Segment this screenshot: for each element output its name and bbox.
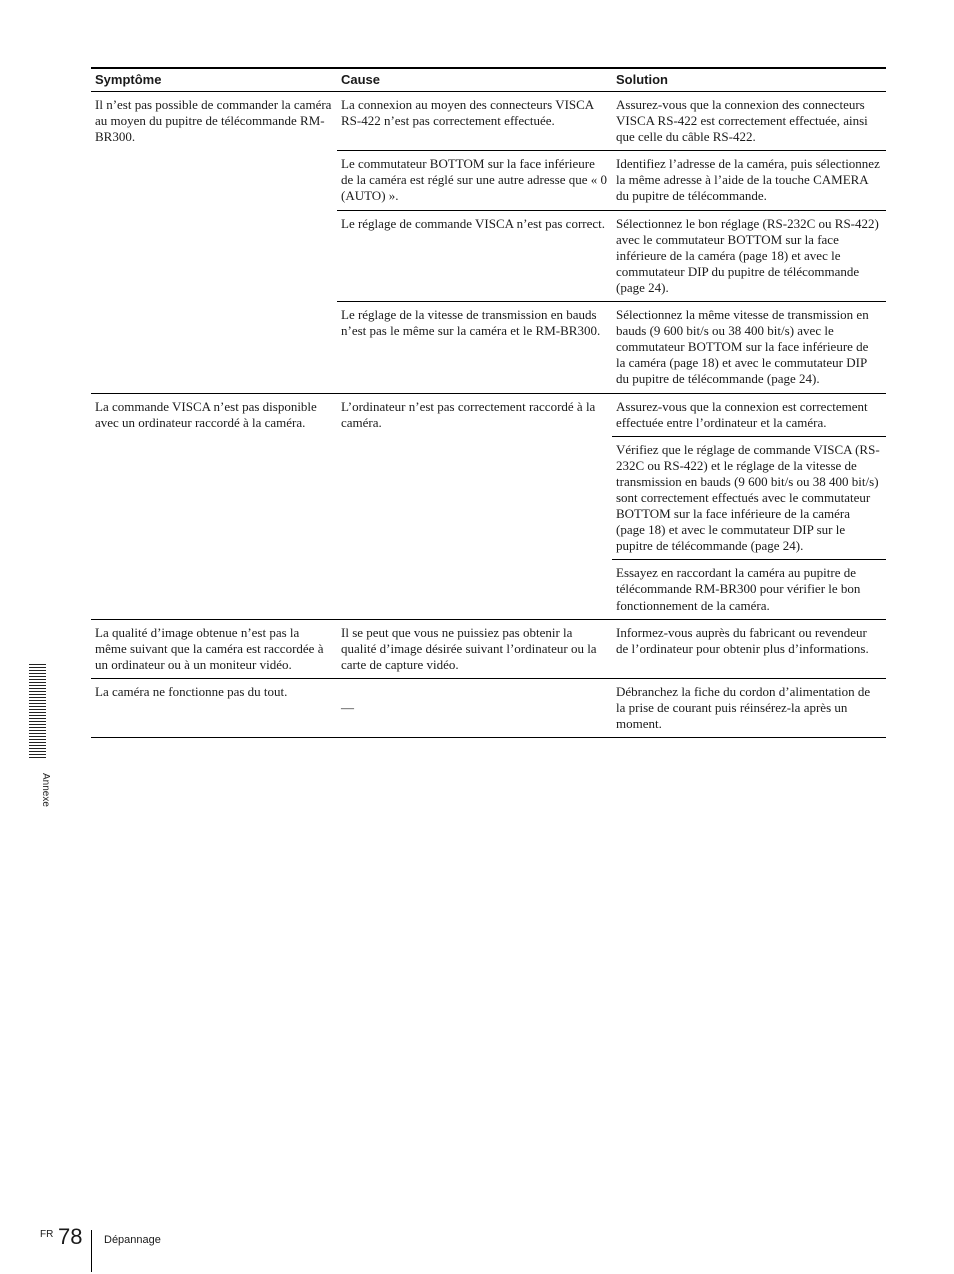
cause-cell: — [337, 678, 612, 737]
cause-cell: La connexion au moyen des connecteurs VISCA RS-422 n’est pas correctement effectuée. [337, 92, 612, 151]
header-symptom: Symptôme [91, 68, 337, 92]
header-cause: Cause [337, 68, 612, 92]
section-tab-marker [29, 664, 46, 760]
symptom-cell: La caméra ne fonctionne pas du tout. [91, 678, 337, 737]
solution-cell: Identifiez l’adresse de la caméra, puis sélectionnez la même adresse à l’aide de la touche CAMERA du pupitre de télécommande. [612, 151, 886, 210]
footer-language-code: FR [40, 1229, 54, 1240]
footer-divider [91, 1230, 92, 1272]
solution-cell: Informez-vous auprès du fabricant ou revendeur de l’ordinateur pour obtenir plus d’informations. [612, 619, 886, 678]
solution-cell: Assurez-vous que la connexion est correctement effectuée entre l’ordinateur et la caméra. [612, 393, 886, 436]
header-solution: Solution [612, 68, 886, 92]
table-row [91, 619, 886, 678]
table-row [91, 92, 886, 151]
solution-cell: Vérifiez que le réglage de commande VISCA (RS-232C ou RS-422) et le réglage de la vitesse de transmission en bauds (9 600 bit/s ou 38 400 bit/s) sont correctement effectués avec le commutateur BOTTOM sur la face inférieure de la caméra (page 18) et avec le commutateur DIP sur le pupitre de télécommande (page 24). [612, 436, 886, 560]
solution-cell: Essayez en raccordant la caméra au pupitre de télécommande RM-BR300 pour vérifier le bon fonctionnement de la caméra. [612, 560, 886, 619]
cause-cell: Le réglage de commande VISCA n’est pas correct. [337, 210, 612, 301]
solution-cell: Sélectionnez la même vitesse de transmission en bauds (9 600 bit/s ou 38 400 bit/s) avec le commutateur BOTTOM sur la face inférieure de la caméra (page 18) et avec le commutateur DIP du pupitre de télécommande (page 24). [612, 302, 886, 393]
solution-cell: Sélectionnez le bon réglage (RS-232C ou RS-422) avec le commutateur BOTTOM sur la face inférieure de la caméra (page 18) et avec le commutateur DIP du pupitre de télécommande (page 24). [612, 210, 886, 301]
table-row [91, 678, 886, 737]
table-header-row [91, 68, 886, 92]
symptom-cell: La qualité d’image obtenue n’est pas la même suivant que la caméra est raccordée à un ordinateur ou à un moniteur vidéo. [91, 619, 337, 678]
footer-section-title: Dépannage [104, 1234, 161, 1246]
symptom-cell: La commande VISCA n’est pas disponible avec un ordinateur raccordé à la caméra. [91, 393, 337, 619]
cause-cell: Il se peut que vous ne puissiez pas obtenir la qualité d’image désirée suivant l’ordinateur ou la carte de capture vidéo. [337, 619, 612, 678]
cause-cell: Le commutateur BOTTOM sur la face inférieure de la caméra est réglé sur une autre adresse que « 0 (AUTO) ». [337, 151, 612, 210]
solution-cell: Débranchez la fiche du cordon d’alimentation de la prise de courant puis réinsérez-la après un moment. [612, 678, 886, 737]
table-row [91, 393, 886, 436]
cause-cell: L’ordinateur n’est pas correctement raccordé à la caméra. [337, 393, 612, 619]
troubleshooting-table [91, 67, 886, 738]
section-tab-label: Annexe [40, 773, 51, 807]
symptom-cell: Il n’est pas possible de commander la caméra au moyen du pupitre de télécommande RM-BR300. [91, 92, 337, 394]
cause-cell: Le réglage de la vitesse de transmission en bauds n’est pas le même sur la caméra et le RM-BR300. [337, 302, 612, 393]
page-number: 78 [58, 1224, 83, 1249]
solution-cell: Assurez-vous que la connexion des connecteurs VISCA RS-422 est correctement effectuée, ainsi que celle du câble RS-422. [612, 92, 886, 151]
